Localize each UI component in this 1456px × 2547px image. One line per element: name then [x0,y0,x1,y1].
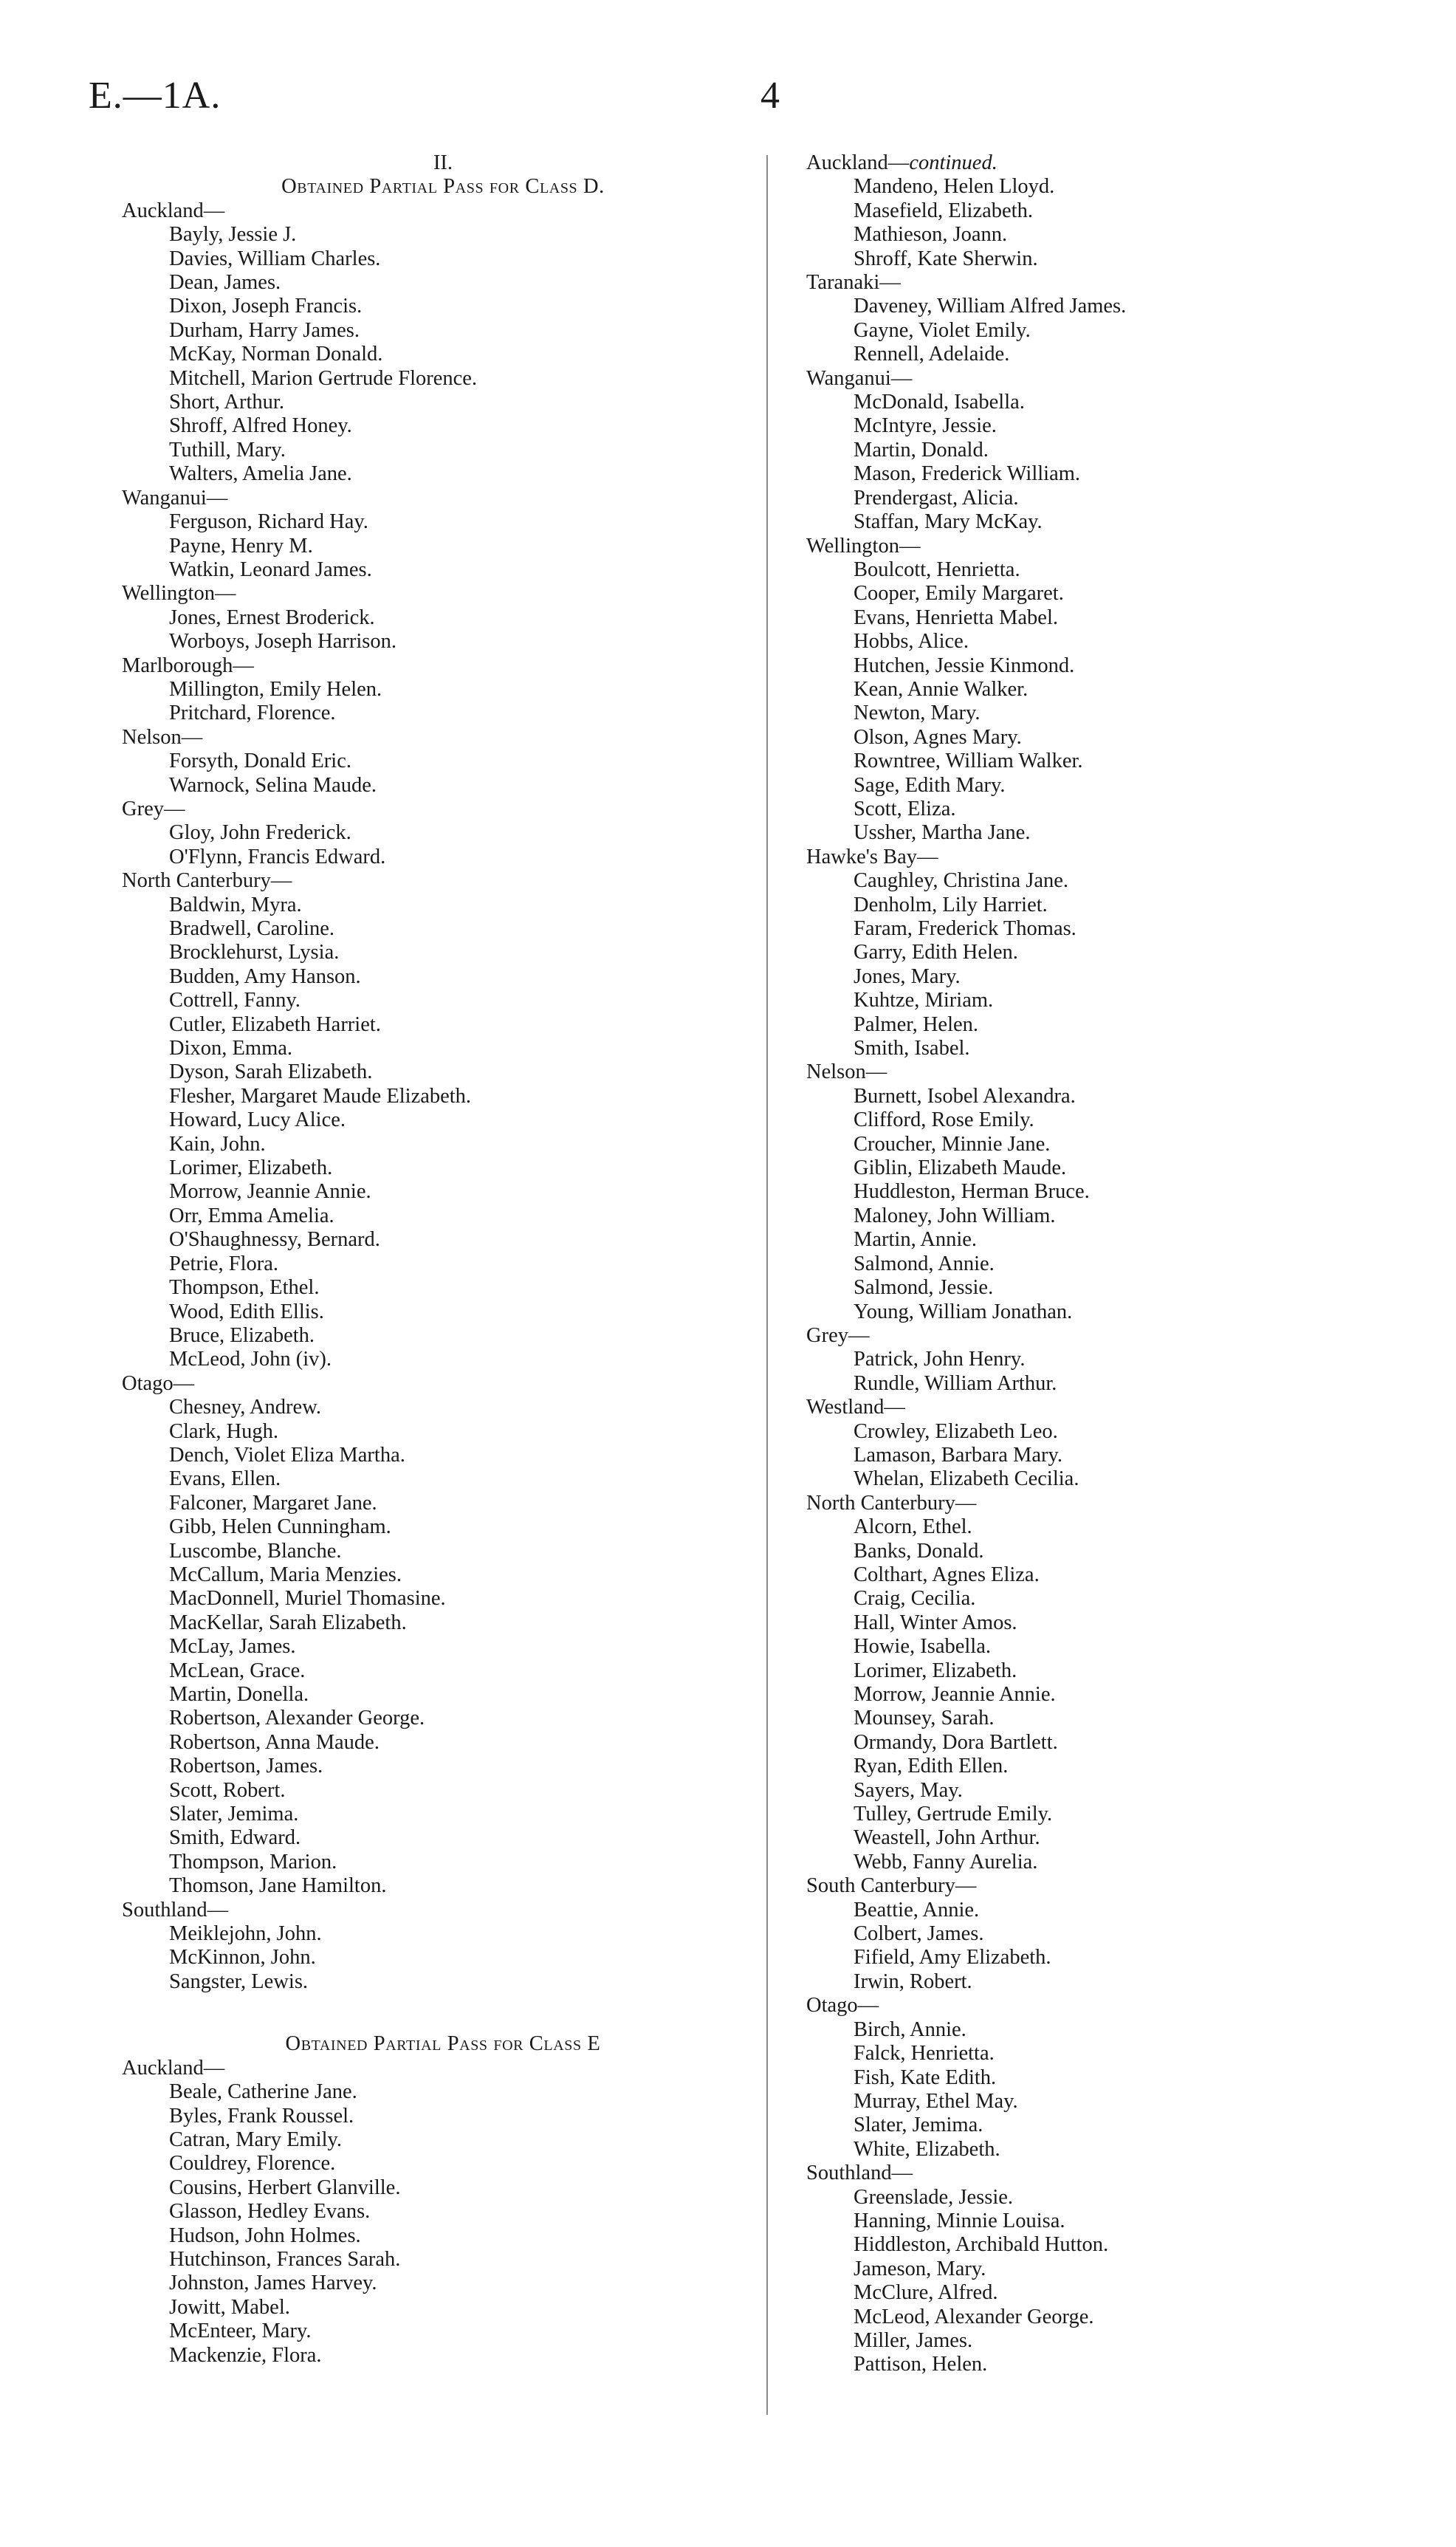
candidate-name: Morrow, Jeannie Annie. [854,1683,1056,1706]
region-heading [122,2057,786,2080]
candidate-name: Thompson, Ethel. [169,1276,320,1300]
region-heading [806,846,1382,869]
document-code: E.—1A. [89,75,222,117]
candidate-name: Davies, William Charles. [169,247,381,270]
region-group [122,869,786,1372]
candidate-name: Robertson, Anna Maude. [169,1730,380,1754]
candidate-name: Wood, Edith Ellis. [169,1300,324,1323]
region-heading [122,487,786,510]
region-group [122,1372,786,1899]
candidate-name: Ryan, Edith Ellen. [854,1755,1009,1778]
column-divider [766,155,768,2415]
candidate-name: Caughley, Christina Jane. [854,869,1069,893]
region-group [122,582,786,654]
candidate-name: Gloy, John Frederick. [169,821,351,845]
candidate-name: Couldrey, Florence. [169,2152,336,2176]
region-heading [806,367,1382,391]
region-heading [806,1492,1382,1515]
candidate-name: Evans, Ellen. [169,1467,281,1491]
candidate-name: Daveney, William Alfred James. [854,295,1127,318]
candidate-name: Hall, Winter Amos. [854,1611,1017,1634]
region-group [122,654,786,726]
candidate-name: Banks, Donald. [854,1539,984,1563]
candidate-name: Burnett, Isobel Alexandra. [854,1084,1076,1108]
candidate-name: Dixon, Joseph Francis. [169,295,363,318]
candidate-name: Hutchen, Jessie Kinmond. [854,654,1075,677]
candidate-name: Huddleston, Herman Bruce. [854,1180,1090,1204]
region-heading [806,1324,1382,1348]
candidate-name: Watkin, Leonard James. [169,558,372,581]
candidate-name: Clark, Hugh. [169,1419,279,1443]
candidate-name: Pattison, Helen. [854,2353,988,2376]
region-name: Taranaki— [806,271,901,295]
candidate-name: Rowntree, William Walker. [854,750,1083,773]
region-group [806,1396,1382,1492]
candidate-name: Birch, Annie. [854,2018,966,2041]
region-heading [122,726,786,750]
candidate-name: Slater, Jemima. [854,2114,983,2137]
candidate-name: McClure, Alfred. [854,2281,998,2305]
region-group [122,726,786,798]
candidate-name: Scott, Robert. [169,1778,286,1802]
candidate-name: Greenslade, Jessie. [854,2185,1014,2209]
candidate-name: White, Elizabeth. [854,2137,1000,2161]
candidate-name: Salmond, Annie. [854,1252,995,1275]
candidate-name: Croucher, Minnie Jane. [854,1132,1051,1156]
candidate-name: Rennell, Adelaide. [854,343,1010,366]
region-name: Marlborough— [122,654,254,677]
candidate-name: Denholm, Lily Harriet. [854,893,1048,916]
candidate-name: McLean, Grace. [169,1659,306,1682]
region-group [122,2057,786,2368]
candidate-name: Forsyth, Donald Eric. [169,750,351,773]
candidate-name: Cousins, Herbert Glanville. [169,2176,401,2199]
candidate-name: Mandeno, Helen Lloyd. [854,175,1055,199]
candidate-name: Morrow, Jeannie Annie. [169,1180,371,1204]
candidate-name: McLeod, Alexander George. [854,2305,1094,2328]
candidate-name: Millington, Emily Helen. [169,677,382,701]
candidate-name: Garry, Edith Helen. [854,941,1018,964]
candidate-name: Cooper, Emily Margaret. [854,582,1064,606]
region-group [122,487,786,583]
candidate-name: Tuthill, Mary. [169,438,286,462]
candidate-name: Shroff, Kate Sherwin. [854,247,1038,270]
candidate-name: Luscombe, Blanche. [169,1539,342,1563]
candidate-name: Mackenzie, Flora. [169,2343,322,2367]
candidate-name: Catran, Mary Emily. [169,2128,343,2151]
class-e-list [122,2057,786,2368]
candidate-name: Whelan, Elizabeth Cecilia. [854,1467,1079,1491]
candidate-name: Prendergast, Alicia. [854,486,1019,510]
candidate-name: Kain, John. [169,1132,266,1156]
candidate-name: Mason, Frederick William. [854,462,1081,486]
candidate-name: Young, William Jonathan. [854,1300,1073,1323]
candidate-name: Slater, Jemima. [169,1803,299,1826]
region-group [122,798,786,869]
candidate-name: Clifford, Rose Emily. [854,1108,1034,1132]
region-group [122,1899,786,1995]
region-heading [122,654,786,678]
candidate-name: Irwin, Robert. [854,1970,972,1993]
region-name: Westland— [806,1396,905,1419]
candidate-name: Palmer, Helen. [854,1012,979,1036]
candidate-name: Colbert, James. [854,1922,984,1946]
region-group [806,1874,1382,1994]
candidate-name: Pritchard, Florence. [169,702,336,725]
candidate-name: Jones, Ernest Broderick. [169,606,375,629]
candidate-name: Masefield, Elizabeth. [854,199,1033,222]
candidate-name: Ussher, Martha Jane. [854,821,1031,845]
candidate-name: Dixon, Emma. [169,1037,293,1060]
candidate-name: Falconer, Margaret Jane. [169,1491,377,1515]
candidate-name: Budden, Amy Hanson. [169,964,361,988]
region-group [806,1492,1382,1875]
candidate-name: Brocklehurst, Lysia. [169,941,340,964]
region-group [806,1060,1382,1323]
candidate-name: Sayers, May. [854,1778,963,1802]
region-group [806,271,1382,367]
candidate-name: Johnston, James Harvey. [169,2272,377,2295]
candidate-name: Flesher, Margaret Maude Elizabeth. [169,1084,472,1108]
candidate-name: Hobbs, Alice. [854,630,969,654]
candidate-name: Murray, Ethel May. [854,2089,1018,2113]
candidate-name: Patrick, John Henry. [854,1348,1026,1371]
candidate-name: Orr, Emma Amelia. [169,1204,334,1227]
region-group [122,199,786,487]
candidate-name: MacDonnell, Muriel Thomasine. [169,1587,446,1611]
candidate-name: Crowley, Elizabeth Leo. [854,1419,1058,1443]
candidate-name: Mitchell, Marion Gertrude Florence. [169,366,478,390]
region-name: South Canterbury— [806,1874,977,1898]
page-number: 4 [760,75,780,117]
class-e-continued-list [806,151,1382,2377]
section-heading-class-e: Obtained Partial Pass for Class E [285,2032,601,2056]
candidate-name: Sage, Edith Mary. [854,773,1006,797]
candidate-name: Byles, Frank Roussel. [169,2104,354,2128]
candidate-name: Dench, Violet Eliza Martha. [169,1443,405,1467]
region-heading [122,582,786,606]
candidate-name: Giblin, Elizabeth Maude. [854,1156,1067,1180]
region-heading [806,1994,1382,2018]
region-name: Auckland— [806,151,910,174]
candidate-name: O'Flynn, Francis Edward. [169,845,386,868]
candidate-name: Hanning, Minnie Louisa. [854,2209,1065,2232]
candidate-name: Weastell, John Arthur. [854,1826,1040,1850]
candidate-name: Staffan, Mary McKay. [854,510,1043,534]
region-heading [806,1060,1382,1084]
candidate-name: Dean, James. [169,271,281,295]
candidate-name: McLeod, John (iv). [169,1348,332,1371]
candidate-name: Colthart, Agnes Eliza. [854,1563,1040,1586]
candidate-name: Mounsey, Sarah. [854,1707,995,1730]
candidate-name: Dyson, Sarah Elizabeth. [169,1060,373,1084]
candidate-name: Miller, James. [854,2328,973,2352]
region-continued-note: continued. [909,151,997,174]
candidate-name: Walters, Amelia Jane. [169,462,352,486]
candidate-name: Glasson, Hedley Evans. [169,2200,371,2224]
candidate-name: Martin, Donella. [169,1683,309,1706]
candidate-name: Cottrell, Fanny. [169,989,301,1012]
region-heading [122,1899,786,1922]
region-name: Grey— [122,797,185,820]
candidate-name: Gibb, Helen Cunningham. [169,1515,391,1539]
region-name: North Canterbury— [806,1491,977,1515]
region-heading [806,271,1382,295]
candidate-name: Martin, Donald. [854,438,989,462]
region-name: Wanganui— [806,366,913,390]
region-name: Nelson— [806,1060,887,1084]
candidate-name: Petrie, Flora. [169,1252,279,1275]
candidate-name: Alcorn, Ethel. [854,1515,972,1539]
candidate-name: McCallum, Maria Menzies. [169,1563,402,1586]
region-heading [806,1396,1382,1419]
region-heading [122,1372,786,1396]
candidate-name: Thomson, Jane Hamilton. [169,1874,387,1898]
candidate-name: Olson, Agnes Mary. [854,725,1022,749]
region-heading [122,199,786,223]
region-group [806,151,1382,271]
candidate-name: McKay, Norman Donald. [169,343,383,366]
candidate-name: Hutchinson, Frances Sarah. [169,2247,401,2271]
candidate-name: Ferguson, Richard Hay. [169,510,368,534]
candidate-name: O'Shaughnessy, Bernard. [169,1228,380,1252]
candidate-name: Jowitt, Mabel. [169,2295,290,2319]
candidate-name: Kuhtze, Miriam. [854,989,994,1012]
candidate-name: Durham, Harry James. [169,318,360,342]
candidate-name: Worboys, Joseph Harrison. [169,630,397,654]
region-name: Southland— [806,2162,913,2185]
candidate-name: Jameson, Mary. [854,2257,986,2280]
candidate-name: Faram, Frederick Thomas. [854,917,1076,940]
candidate-name: Rundle, William Arthur. [854,1371,1057,1395]
candidate-name: Webb, Fanny Aurelia. [854,1850,1038,1874]
region-name: Grey— [806,1323,870,1347]
candidate-name: McLay, James. [169,1635,296,1659]
region-heading [122,798,786,821]
candidate-name: Lorimer, Elizabeth. [169,1156,333,1180]
candidate-name: Bruce, Elizabeth. [169,1323,315,1347]
candidate-name: Robertson, Alexander George. [169,1707,425,1730]
region-group [806,367,1382,535]
region-name: Otago— [806,1994,879,2018]
candidate-name: Sangster, Lewis. [169,1970,309,1993]
region-group [806,1324,1382,1396]
region-name: Wellington— [806,534,921,558]
region-heading [122,869,786,893]
candidate-name: Newton, Mary. [854,702,981,725]
candidate-name: Boulcott, Henrietta. [854,558,1020,581]
candidate-name: Tulley, Gertrude Emily. [854,1803,1053,1826]
candidate-name: Martin, Annie. [854,1228,978,1252]
candidate-name: Lorimer, Elizabeth. [854,1659,1017,1682]
region-group [806,846,1382,1061]
candidate-name: Cutler, Elizabeth Harriet. [169,1012,381,1036]
region-heading [806,151,1382,175]
candidate-name: Howard, Lucy Alice. [169,1108,346,1132]
candidate-name: Hiddleston, Archibald Hutton. [854,2233,1109,2257]
candidate-name: MacKellar, Sarah Elizabeth. [169,1611,407,1634]
candidate-name: Lamason, Barbara Mary. [854,1443,1063,1467]
candidate-name: Fish, Kate Edith. [854,2066,997,2089]
candidate-name: Maloney, John William. [854,1204,1056,1227]
candidate-name: Chesney, Andrew. [169,1396,322,1419]
region-name: Hawke's Bay— [806,845,938,868]
candidate-name: Howie, Isabella. [854,1635,991,1659]
region-name: Wanganui— [122,486,228,510]
right-column [806,151,1382,2377]
candidate-name: Salmond, Jessie. [854,1276,994,1300]
candidate-name: Jones, Mary. [854,964,961,988]
region-name: North Canterbury— [122,869,292,893]
candidate-name: Bayly, Jessie J. [169,223,297,247]
candidate-name: Evans, Henrietta Mabel. [854,606,1058,629]
region-heading [806,1874,1382,1898]
candidate-name: Fifield, Amy Elizabeth. [854,1946,1051,1970]
candidate-name: Gayne, Violet Emily. [854,318,1031,342]
region-name: Otago— [122,1371,195,1395]
region-group [806,535,1382,846]
section-numeral: II. [433,151,453,174]
candidate-name: Craig, Cecilia. [854,1587,976,1611]
candidate-name: Hudson, John Holmes. [169,2224,361,2247]
candidate-name: Robertson, James. [169,1755,323,1778]
candidate-name: McIntyre, Jessie. [854,414,997,438]
candidate-name: McDonald, Isabella. [854,391,1025,414]
region-name: Auckland— [122,2056,225,2080]
region-group [806,1994,1382,2162]
candidate-name: Ormandy, Dora Bartlett. [854,1730,1058,1754]
candidate-name: Meiklejohn, John. [169,1922,322,1946]
candidate-name: Payne, Henry M. [169,534,313,558]
candidate-name: Thompson, Marion. [169,1850,337,1874]
candidate-name: Warnock, Selina Maude. [169,773,377,797]
region-name: Southland— [122,1898,229,1922]
candidate-name: Short, Arthur. [169,391,284,414]
candidate-name: Shroff, Alfred Honey. [169,414,352,438]
candidate-name: Mathieson, Joann. [854,223,1008,247]
region-name: Wellington— [122,582,236,606]
region-heading [806,2162,1382,2185]
section-heading-class-d: Obtained Partial Pass for Class D. [281,175,605,199]
region-name: Nelson— [122,725,203,749]
class-d-list [122,199,786,1994]
candidate-name: McKinnon, John. [169,1946,316,1970]
region-heading [806,535,1382,558]
candidate-name: Kean, Annie Walker. [854,677,1029,701]
candidate-name: Beale, Catherine Jane. [169,2080,357,2104]
region-group [806,2162,1382,2377]
candidate-name: Scott, Eliza. [854,797,956,820]
section-gap [122,1994,786,2032]
region-name: Auckland— [122,199,225,222]
candidate-name: Smith, Edward. [169,1826,301,1850]
candidate-name: Smith, Isabel. [854,1037,970,1060]
left-column [122,151,786,2368]
candidate-name: Falck, Henrietta. [854,2042,995,2066]
candidate-name: Bradwell, Caroline. [169,917,334,940]
candidate-name: McEnteer, Mary. [169,2320,312,2343]
candidate-name: Beattie, Annie. [854,1898,980,1922]
candidate-name: Baldwin, Myra. [169,893,302,916]
